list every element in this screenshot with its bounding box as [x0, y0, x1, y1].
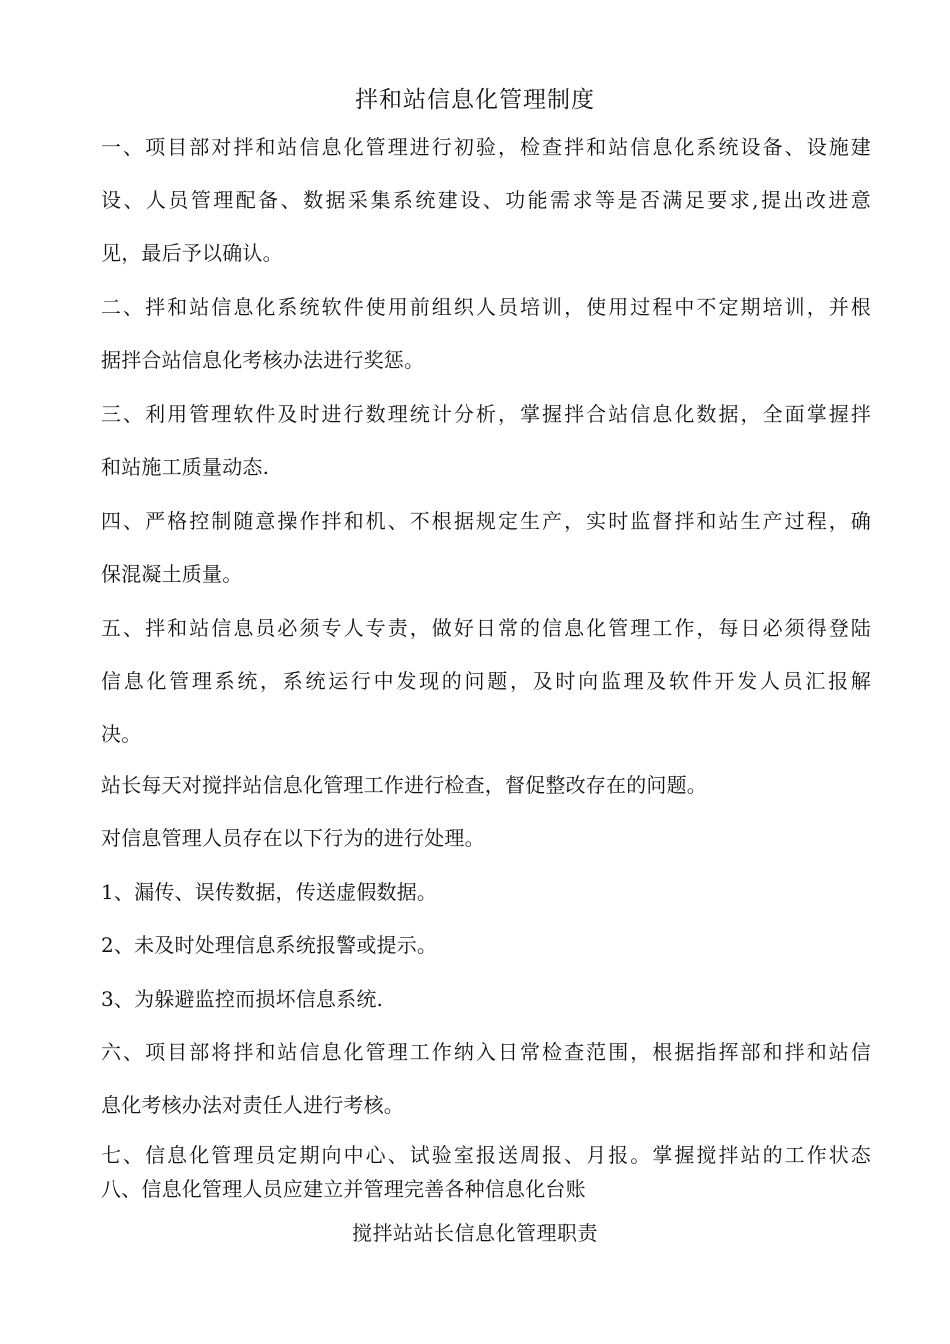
list-item: 2、未及时处理信息系统报警或提示。: [101, 933, 438, 957]
paragraph-line: 设、人员管理配备、数据采集系统建设、功能需求等是否满足要求,提出改进意: [101, 188, 871, 212]
paragraph-line: 保混凝土质量。: [101, 562, 243, 586]
paragraph-line: 据拌合站信息化考核办法进行奖惩。: [101, 348, 425, 372]
paragraph-line: 对信息管理人员存在以下行为的进行处理。: [101, 826, 485, 850]
paragraph-line: 决。: [101, 722, 142, 746]
paragraph-line: 息化考核办法对责任人进行考核。: [101, 1093, 404, 1117]
document-title: 拌和站信息化管理制度: [355, 87, 595, 113]
paragraph-line: 六、项目部将拌和站信息化管理工作纳入日常检查范围，根据指挥部和拌和站信: [101, 1040, 871, 1064]
paragraph-line: 一、项目部对拌和站信息化管理进行初验，检查拌和站信息化系统设备、设施建: [101, 135, 871, 159]
paragraph-line: 信息化管理系统，系统运行中发现的问题，及时向监理及软件开发人员汇报解: [101, 669, 871, 693]
paragraph-line: 二、拌和站信息化系统软件使用前组织人员培训，使用过程中不定期培训，并根: [101, 295, 871, 319]
paragraph-line: 四、严格控制随意操作拌和机、不根据规定生产，实时监督拌和站生产过程，确: [101, 509, 871, 533]
paragraph-line: 站长每天对搅拌站信息化管理工作进行检查，督促整改存在的问题。: [101, 773, 707, 797]
paragraph-line: 三、利用管理软件及时进行数理统计分析，掌握拌合站信息化数据，全面掌握拌: [101, 402, 871, 426]
paragraph-line: 和站施工质量动态.: [101, 455, 270, 479]
section-title: 搅拌站站长信息化管理职责: [352, 1221, 598, 1245]
paragraph-line: 五、拌和站信息员必须专人专责，做好日常的信息化管理工作，每日必须得登陆: [101, 616, 871, 640]
paragraph-line: 七、信息化管理员定期向中心、试验室报送周报、月报。掌握搅拌站的工作状态: [101, 1143, 871, 1167]
list-item: 3、为躲避监控而损坏信息系统.: [101, 987, 384, 1011]
paragraph-line: 八、信息化管理人员应建立并管理完善各种信息化台账: [101, 1177, 586, 1201]
paragraph-line: 见，最后予以确认。: [101, 241, 283, 265]
list-item: 1、漏传、误传数据，传送虚假数据。: [101, 880, 438, 904]
